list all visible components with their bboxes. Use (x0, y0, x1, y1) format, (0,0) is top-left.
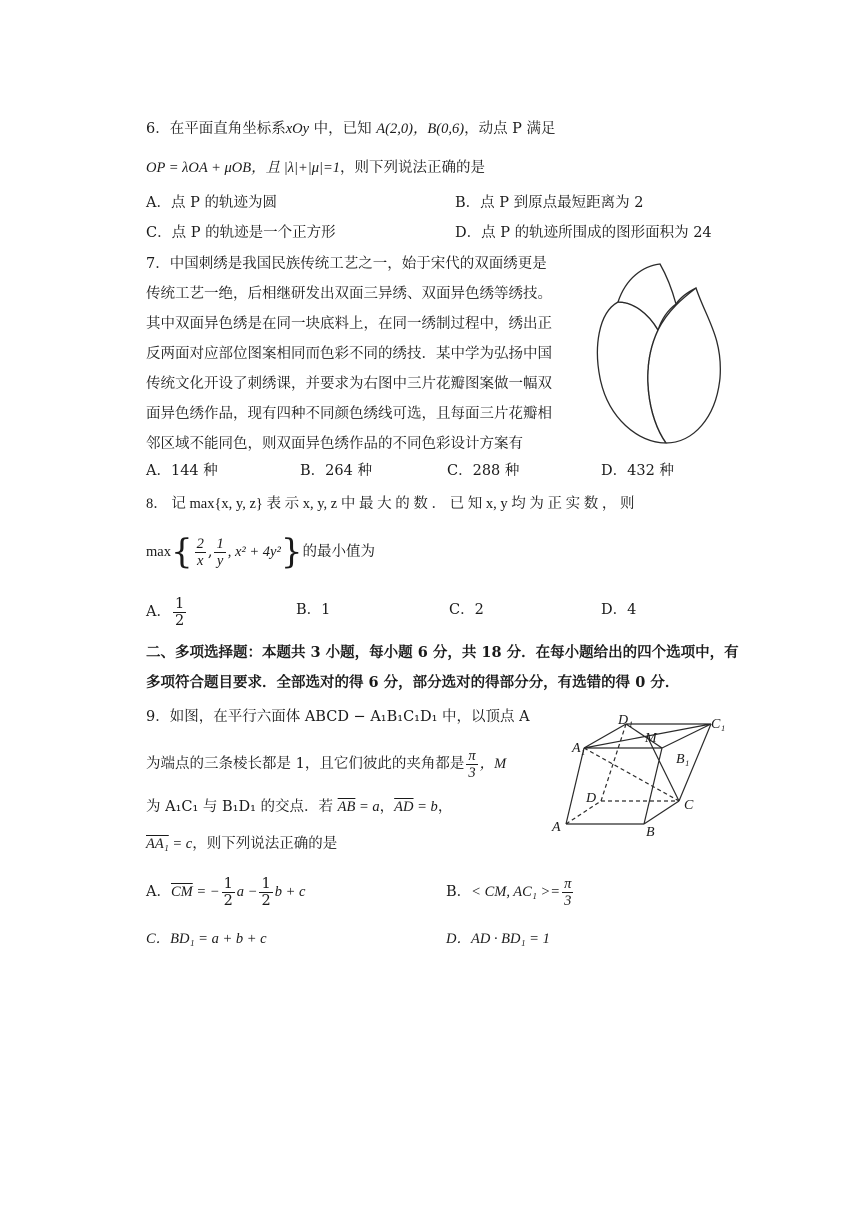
label-A1: A₁ (572, 741, 586, 756)
q7-line-7: 邻区域不能同色，则双面异色绣作品的不同色彩设计方案有 (146, 436, 523, 452)
q7-line-3: 其中双面异色绣是在同一块底料上，在同一绣制过程中，绣出正 (146, 316, 552, 332)
q7-option-c: C．288 种 (447, 463, 520, 479)
q7-line-5: 传统文化开设了刺绣课，并要求为右图中三片花瓣图案做一幅双 (146, 376, 552, 392)
q7-option-b: B．264 种 (300, 463, 372, 479)
q6-condition: OP = λOA + μOB，且 |λ|+|μ|=1，则下列说法正确的是 (146, 160, 486, 176)
flower-petal-figure (588, 258, 728, 458)
q7-line-6: 面异色绣作品，现有四种不同颜色绣线可选，且每面三片花瓣相 (146, 406, 552, 422)
q9-line-3: 为 A₁C₁ 与 B₁D₁ 的交点．若 $\overline{AB} = a$，$\overline{AD} = b$， (146, 799, 453, 815)
parallelepiped-figure (546, 706, 746, 842)
q7-option-a: A．144 种 (146, 463, 218, 479)
label-C: C (684, 798, 694, 813)
q6-option-a: A．点 P 的轨迹为圆 (146, 195, 277, 211)
q9-line-4: AA₁ = c，则下列说法正确的是 (146, 836, 338, 852)
petal-right (648, 288, 720, 443)
q8-stem: 8． 记 max{x, y, z} 表 示 x, y, z 中 最 大 的 数 ． 已 知 x, y 均 为 正 实 数 ， 则 (146, 496, 635, 512)
q7-line-4: 反两面对应部位图案相同而色彩不同的绣技．某中学为弘扬中国 (146, 346, 552, 362)
label-C1: C₁ (711, 717, 726, 732)
q9-option-a: A．$\overline{CM}$ = − $\frac{1}{2}$ a − $\frac{1}{2}$ b + c (146, 875, 306, 909)
label-D: D (586, 791, 597, 806)
label-M: M (645, 731, 657, 746)
q9-line-2: 为端点的三条棱长都是 1，且它们彼此的夹角都是 $\frac{\pi}{3}$ ，M (146, 747, 507, 781)
label-A: A (552, 820, 561, 835)
q9-option-b: B．< CM, AC₁ >= $\frac{\pi}{3}$ (446, 875, 572, 909)
label-B: B (646, 825, 655, 840)
q6-stem: 6．在平面直角坐标系xOy 中，已知 A(2,0)，B(0,6)，动点 P 满足 (146, 121, 556, 137)
section2-heading-line-1: 二、多项选择题：本题共 3 小题，每小题 6 分，共 18 分．在每小题给出的四个选项中，有 (146, 644, 739, 661)
q8-option-c: C．2 (449, 602, 484, 618)
q7-option-d: D．432 种 (601, 463, 674, 479)
label-B1: B₁ (676, 752, 690, 767)
q7-line-2: 传统工艺一绝，后相继研发出双面三异绣、双面异色绣等绣技。 (146, 286, 552, 302)
label-D1: D₁ (618, 713, 633, 728)
q6-option-c: C．点 P 的轨迹是一个正方形 (146, 225, 336, 241)
petal-center (618, 264, 676, 330)
q7-line-1: 7．中国刺绣是我国民族传统工艺之一，始于宋代的双面绣更是 (146, 256, 547, 272)
q6-option-d: D．点 P 的轨迹所围成的图形面积为 24 (455, 225, 712, 241)
q8-option-b: B．1 (296, 602, 331, 618)
q8-option-a: A． $\frac{1}{2}$ (146, 595, 185, 629)
q9-option-d: D．AD · BD₁ = 1 (446, 931, 550, 947)
q9-line-1: 9．如图，在平行六面体 ABCD − A₁B₁C₁D₁ 中，以顶点 A (146, 709, 530, 725)
q8-option-d: D．4 (601, 602, 637, 618)
section2-heading-line-2: 多项符合题目要求．全部选对的得 6 分，部分选对的得部分分，有选错的得 0 分． (146, 674, 680, 691)
q6-option-b: B．点 P 到原点最短距离为 2 (455, 195, 644, 211)
q8-expression: max{ $\frac{2}{x}$ , $\frac{1}{y}$ , x² + 4y²}的最小值为 (146, 532, 375, 572)
q9-option-c: C．BD₁ = a + b + c (146, 931, 267, 947)
